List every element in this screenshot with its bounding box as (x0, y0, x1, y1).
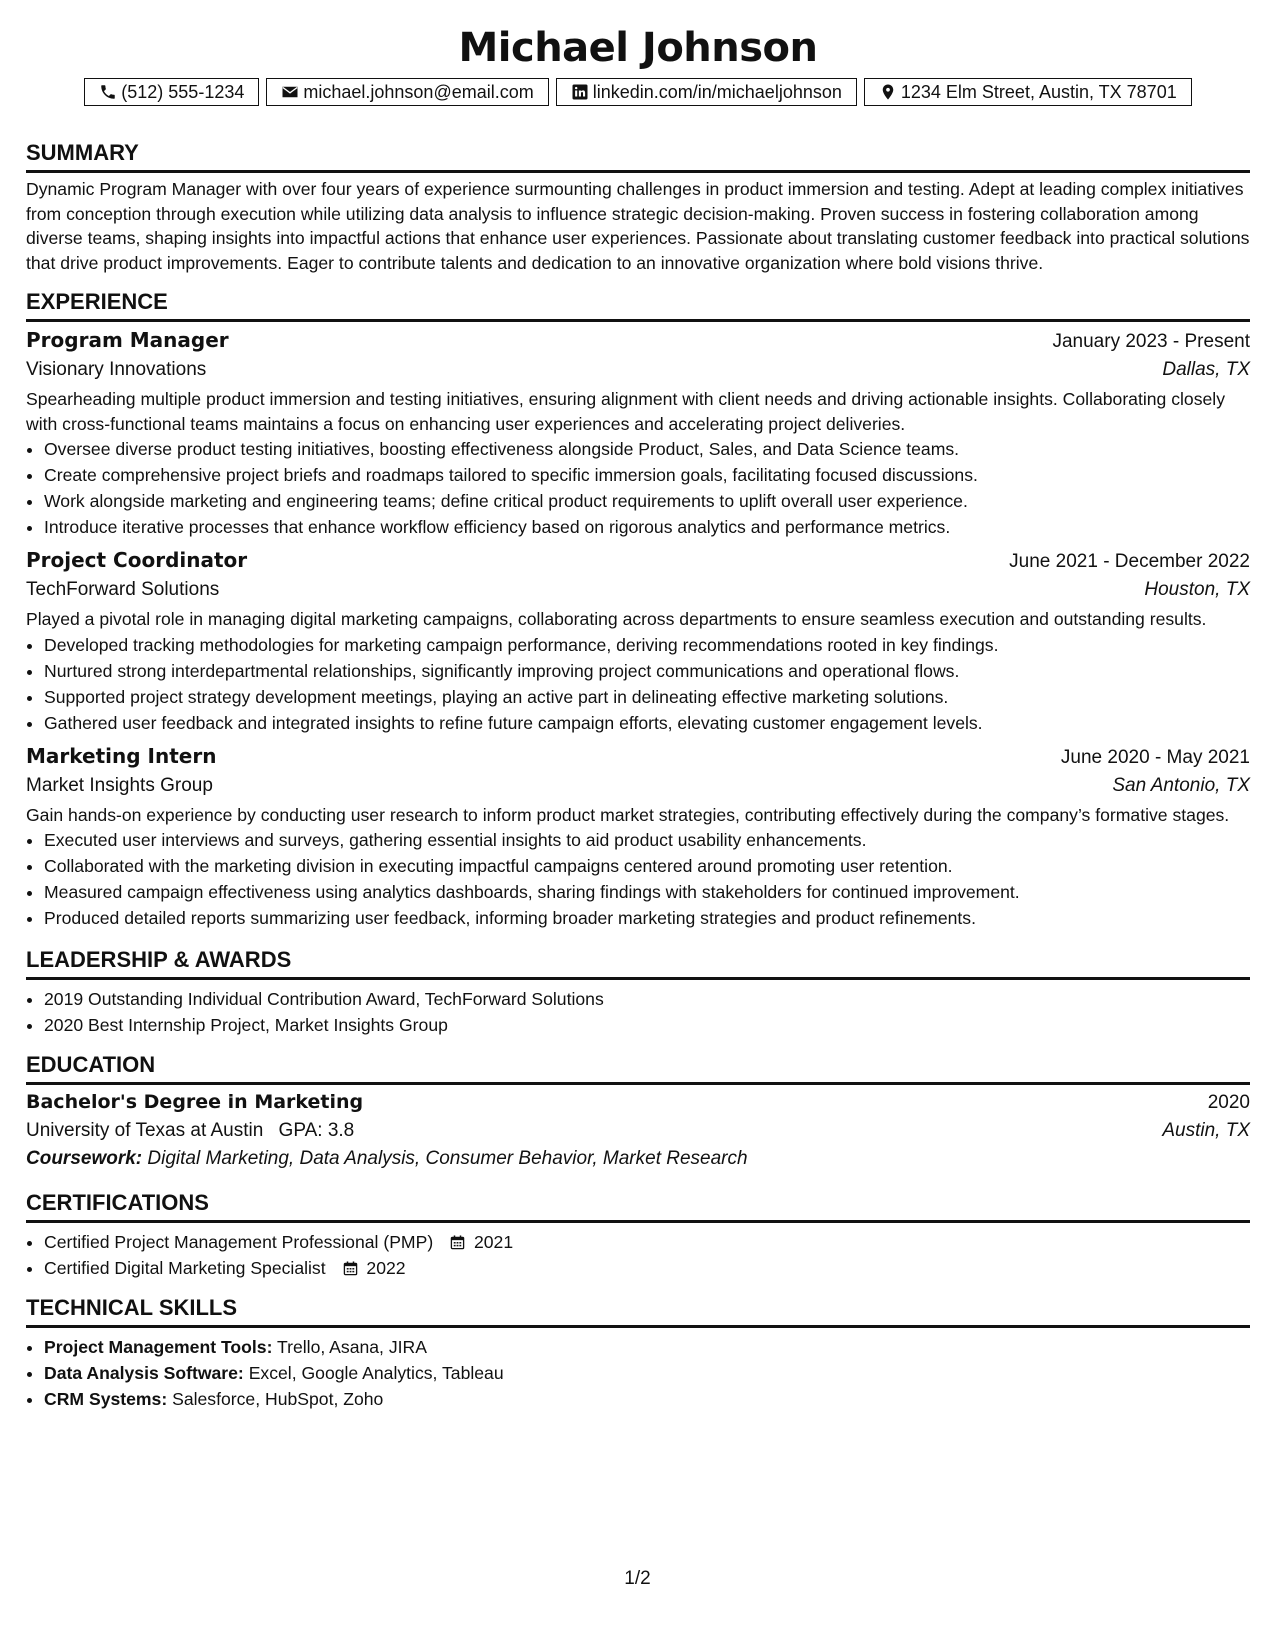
job-title: Program Manager (26, 328, 229, 352)
contact-bar (26, 78, 1250, 106)
job-entry (26, 328, 1250, 540)
list-item: • Create comprehensive project briefs and roadmaps tailored to specific immersion goals, facilitating focused discussions. (44, 462, 1250, 488)
contact-linkedin[interactable] (556, 78, 857, 106)
list-item (44, 1229, 1250, 1255)
list-item: • Supported project strategy development meetings, playing an active part in delineating effective marketing solutions. (44, 684, 1250, 710)
job-bullets (26, 632, 1250, 736)
list-item: • Developed tracking methodologies for marketing campaign performance, deriving recommendations rooted in key findings. (44, 632, 1250, 658)
coursework (26, 1148, 1250, 1170)
list-item: • Oversee diverse product testing initiatives, boosting effectiveness alongside Product, Sales, and Data Science teams. (44, 436, 1250, 462)
skills-list (26, 1334, 1250, 1412)
resume-page (26, 0, 1250, 1412)
calendar-icon (343, 1261, 358, 1276)
list-item: • Nurtured strong interdepartmental relationships, significantly improving project communications and operational flows. (44, 658, 1250, 684)
skill-value: Trello, Asana, JIRA (277, 1337, 427, 1357)
job-date: June 2021 - December 2022 (1009, 551, 1250, 572)
experience-heading: EXPERIENCE (26, 289, 1250, 322)
calendar-icon (450, 1235, 465, 1250)
job-entry (26, 548, 1250, 736)
job-location: Houston, TX (1144, 579, 1250, 600)
certifications-section (26, 1190, 1250, 1281)
list-item: • Collaborated with the marketing division in executing impactful campaigns centered around promoting user retention. (44, 853, 1250, 879)
coursework-list: Digital Marketing, Data Analysis, Consumer Behavior, Market Research (147, 1148, 748, 1169)
job-company: TechForward Solutions (26, 579, 220, 600)
list-item: • Introduce iterative processes that enhance workflow efficiency based on rigorous analytics and performance metrics. (44, 514, 1250, 540)
certifications-list (26, 1229, 1250, 1281)
skill-label: Data Analysis Software: (44, 1363, 244, 1383)
graduation-year: 2020 (1207, 1092, 1250, 1113)
job-company: Visionary Innovations (26, 359, 207, 380)
list-item (44, 1386, 1250, 1412)
job-description: Played a pivotal role in managing digital marketing campaigns, collaborating across departments to ensure seamless execution and outstanding results. (26, 609, 1207, 629)
job-location: Dallas, TX (1162, 359, 1250, 380)
skills-heading: TECHNICAL SKILLS (26, 1295, 1250, 1328)
list-item (44, 1255, 1250, 1281)
candidate-name: Michael Johnson (458, 25, 818, 71)
list-item: • Produced detailed reports summarizing user feedback, informing broader marketing strategies and product refinements. (44, 905, 1250, 931)
linkedin-icon (571, 83, 589, 101)
school-location: Austin, TX (1162, 1120, 1250, 1141)
list-item: • Executed user interviews and surveys, gathering essential insights to aid product usability enhancements. (44, 827, 1250, 853)
list-item: • Work alongside marketing and engineering teams; define critical product requirements to uplift overall user experience. (44, 488, 1250, 514)
certification-year: 2022 (366, 1258, 406, 1278)
summary-heading: SUMMARY (26, 140, 1250, 173)
education-section (26, 1052, 1250, 1170)
job-title: Project Coordinator (26, 548, 248, 572)
contact-address[interactable] (864, 78, 1192, 106)
job-title: Marketing Intern (26, 743, 217, 768)
job-description: Gain hands-on experience by conducting user research to inform product market strategies, contributing effectively during the company’s formative stages. (26, 804, 1230, 825)
list-item (44, 1334, 1250, 1360)
leadership-heading: LEADERSHIP & AWARDS (26, 947, 1250, 980)
summary-section (26, 140, 1250, 275)
address-text: 1234 Elm Street, Austin, TX 78701 (900, 81, 1177, 102)
list-item: • 2020 Best Internship Project, Market Insights Group (44, 1012, 1250, 1038)
job-date: January 2023 - Present (1052, 331, 1250, 352)
job-description: Spearheading multiple product immersion and testing initiatives, ensuring alignment with client needs and driving actionable insights. Collaborating closely with cross-functional teams maintains a focus on enhancing user experiences and accelerating project deliveries. (26, 389, 1226, 434)
certification-name: Certified Digital Marketing Specialist (44, 1258, 326, 1278)
school-name: University of Texas at Austin (26, 1120, 264, 1141)
experience-section (26, 289, 1250, 931)
certification-name: Certified Project Management Professional (PMP) (44, 1232, 434, 1252)
job-date: June 2020 - May 2021 (1060, 746, 1250, 768)
leadership-list (26, 986, 1250, 1038)
job-company: Market Insights Group (26, 774, 213, 796)
skill-value: Excel, Google Analytics, Tableau (248, 1363, 504, 1383)
list-item: • 2019 Outstanding Individual Contribution Award, TechForward Solutions (44, 986, 1250, 1012)
job-bullets (26, 436, 1250, 540)
email-text: michael.johnson@email.com (303, 81, 534, 102)
certifications-heading: CERTIFICATIONS (26, 1190, 1250, 1223)
leadership-section (26, 947, 1250, 1038)
degree-title: Bachelor's Degree in Marketing (26, 1091, 364, 1113)
skill-label: CRM Systems: (44, 1389, 168, 1409)
contact-email[interactable] (266, 78, 548, 106)
gpa: GPA: 3.8 (278, 1120, 355, 1141)
job-location: San Antonio, TX (1112, 774, 1250, 796)
contact-phone[interactable] (84, 78, 259, 106)
map-pin-icon (879, 83, 897, 101)
summary-text: Dynamic Program Manager with over four years of experience surmounting challenges in product immersion and testing. Adept at leading complex initiatives from conception through execution while utilizing data analysis to influence strategic decision-making. Proven success in fostering collaboration among diverse teams, shaping insights into impactful actions that enhance user experiences. Passionate about translating customer feedback into practical solutions that drive product improvements. Eager to contribute talents and dedication to an innovative organization where bold visions thrive. (26, 179, 1250, 273)
page-number: 1/2 (624, 1568, 651, 1589)
list-item: • Gathered user feedback and integrated insights to refine future campaign efforts, elevating customer engagement levels. (44, 710, 1250, 736)
list-item (44, 1360, 1250, 1386)
phone-text: (512) 555-1234 (121, 81, 245, 102)
list-item: • Measured campaign effectiveness using analytics dashboards, sharing findings with stakeholders for continued improvement. (44, 879, 1250, 905)
coursework-label: Coursework: (26, 1148, 143, 1169)
skill-label: Project Management Tools: (44, 1337, 273, 1357)
skills-section (26, 1295, 1250, 1412)
envelope-icon (281, 83, 299, 101)
skill-value: Salesforce, HubSpot, Zoho (172, 1389, 384, 1409)
phone-icon (99, 83, 117, 101)
job-entry (26, 744, 1250, 932)
education-heading: EDUCATION (26, 1052, 1250, 1085)
linkedin-text: linkedin.com/in/michaeljohnson (592, 81, 842, 102)
certification-year: 2021 (473, 1232, 514, 1252)
job-bullets (26, 827, 1250, 931)
